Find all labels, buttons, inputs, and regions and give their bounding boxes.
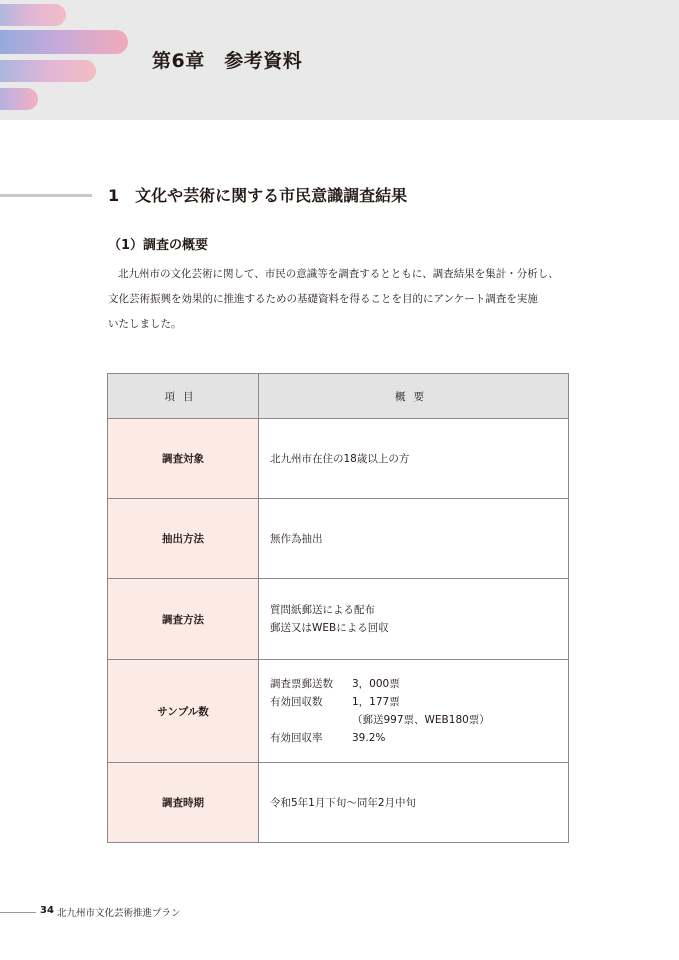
row-label: 調査対象: [108, 419, 259, 499]
sample-key: 調査票郵送数: [270, 678, 333, 690]
intro-line: いたしました。: [108, 318, 182, 330]
row-label: 抽出方法: [108, 499, 259, 579]
row-value: 北九州市在住の18歳以上の方: [259, 419, 569, 499]
row-value-line: 郵送又はWEBによる回収: [270, 622, 389, 634]
section-rule: [0, 194, 92, 197]
table-header-row: [108, 374, 569, 419]
table-row: [108, 419, 569, 499]
footer-document-title: 北九州市文化芸術推進プラン: [57, 908, 181, 919]
row-value-line: 質問紙郵送による配布: [270, 604, 375, 616]
page-number: 34: [40, 905, 54, 916]
sample-key: 有効回収率: [270, 732, 323, 744]
sample-line-rate: [270, 729, 568, 747]
sample-value: 39.2%: [352, 732, 386, 744]
chapter-title: 第6章 参考資料: [152, 50, 303, 72]
table-row: [108, 579, 569, 660]
decorative-gradient-bands: [0, 0, 679, 120]
header-item: 項目: [108, 374, 259, 419]
table-row: [108, 499, 569, 579]
sample-line-mailed: [270, 675, 568, 693]
sample-line-valid: [270, 693, 568, 711]
section-title: 1 文化や芸術に関する市民意識調査結果: [108, 186, 408, 205]
row-label: 調査時期: [108, 763, 259, 843]
row-value: 令和5年1月下旬～同年2月中旬: [259, 763, 569, 843]
intro-line: 文化芸術振興を効果的に推進するための基礎資料を得ることを目的にアンケート調査を実施: [108, 293, 538, 305]
chapter-header-band: [0, 0, 679, 120]
intro-paragraph: [108, 262, 580, 337]
sample-value: 1，177票: [352, 696, 400, 708]
table-row: [108, 660, 569, 763]
row-value: [259, 579, 569, 660]
subsection-title: （1）調査の概要: [108, 238, 209, 253]
header-summary: 概要: [259, 374, 569, 419]
sample-value: 3，000票: [352, 678, 400, 690]
row-label: 調査方法: [108, 579, 259, 660]
sample-size-value: [259, 660, 569, 763]
survey-overview-table: [107, 373, 569, 843]
sample-key: 有効回収数: [270, 696, 323, 708]
row-label: サンプル数: [108, 660, 259, 763]
row-value: 無作為抽出: [259, 499, 569, 579]
sample-breakdown: （郵送997票、WEB180票）: [352, 714, 490, 726]
intro-line: 北九州市の文化芸術に関して、市民の意識等を調査するとともに、調査結果を集計・分析し、: [118, 268, 559, 280]
footer-rule: [0, 912, 36, 913]
table-row: [108, 763, 569, 843]
